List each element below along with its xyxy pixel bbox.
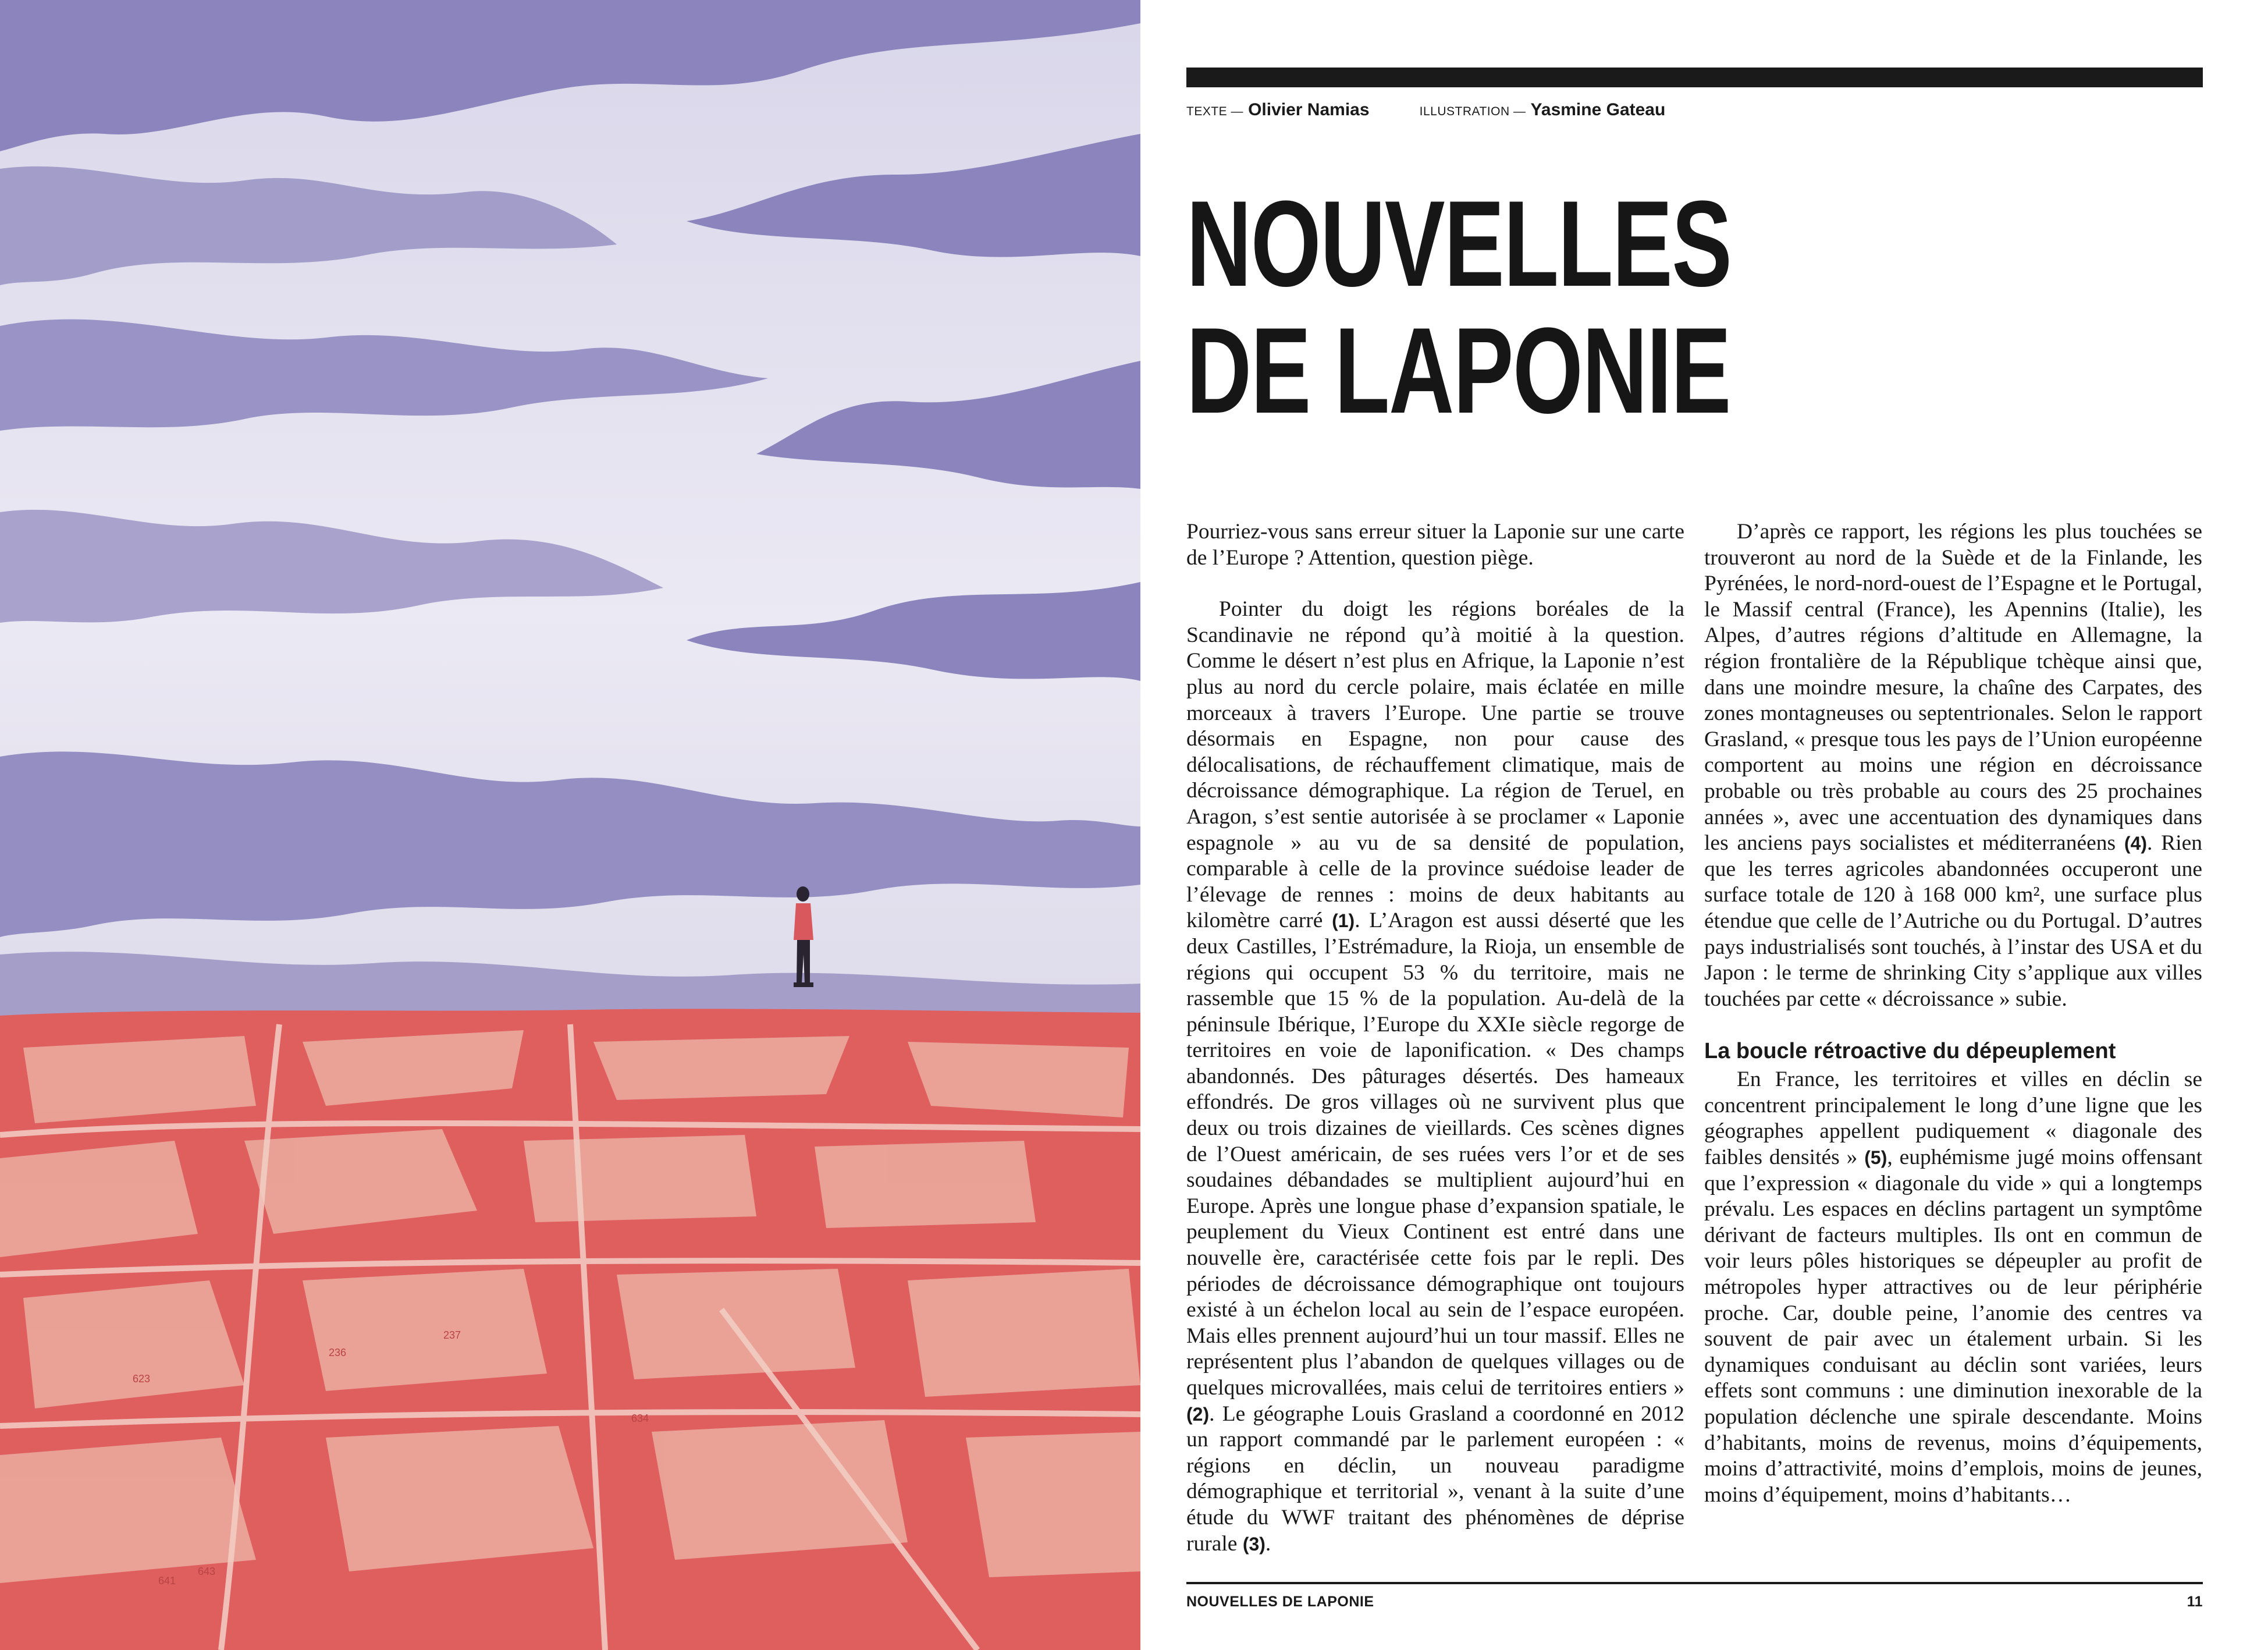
field	[908, 1269, 1140, 1397]
parcel-number: 641	[158, 1575, 176, 1587]
title-line: NOUVELLES	[1186, 175, 1732, 312]
footnote-ref: (3)	[1242, 1533, 1265, 1555]
parcel-number: 623	[133, 1373, 151, 1385]
footnote-ref: (2)	[1186, 1403, 1210, 1425]
article-page	[1140, 0, 2268, 1650]
parcel-number: 634	[631, 1413, 649, 1424]
field	[593, 1036, 849, 1100]
field	[524, 1135, 756, 1222]
top-rule	[1186, 68, 2203, 87]
article-title	[1186, 175, 1732, 439]
body-column-2	[1704, 519, 2202, 1508]
field	[303, 1269, 547, 1391]
footnote-ref: (4)	[2124, 833, 2148, 854]
field	[815, 1141, 1036, 1228]
body-column-1	[1186, 519, 1684, 1557]
field	[652, 1420, 908, 1560]
illustration-author: Yasmine Gateau	[1530, 100, 1666, 119]
title-line: DE LAPONIE	[1186, 302, 1730, 439]
parcel-number: 236	[329, 1347, 347, 1358]
body-paragraph: Pointer du doigt les régions boréales de la Scandinavie ne répond qu’à moitié à la question. Comme le désert n’est plus en Afrique, la Laponie n’est plus au nord du cercle polaire, mais éclatée en mille morceaux à travers l’Europe. Une partie se trouve désormais en Espagne, non pour cause des délocalisations, de réchauffement climatique, mais de décroissance démographique. La région de Teruel, en Aragon, s’est sentie autorisée à se proclamer « Laponie espagnole » au vu de sa densité de population, comparable à celle de la province suédoise leader de l’élevage de rennes : moins de deux habitants au kilomètre carré (1). L’Aragon est aussi déserté que les deux Castilles, l’Estrémadure, la Rioja, un ensemble de régions qui occupent 53 % du territoire, mais ne rassemble que 15 % de la population. Au-delà de la péninsule Ibérique, l’Europe du XXIe siècle regorge de territoires en voie de laponification. « Des champs abandonnés. Des pâturages désertés. Des hameaux effondrés. De gros villages où ne survivent plus que deux ou trois dizaines de vieillards. Ces scènes dignes de l’Ouest américain, de ses ruées vers l’or et de ses soudaines débandades se multiplient aujourd’hui en Europe. Après une longue phase d’expansion spatiale, le peuplement du Vieux Continent est entré dans une nouvelle ère, caractérisée cette fois par le repli. Des périodes de décroissance démographique ont toujours existé à un échelon local au sein de l’espace européen. Mais elles prennent aujourd’hui un tour massif. Elles ne représentent plus l’abandon de quelques villages ou de quelques microvallées, mais celui de territoires entiers » (2). Le géographe Louis Grasland a coordonné en 2012 un rapport commandé par le parlement européen : « régions en déclin, un nouveau paradigme démographique et territorial », venant à la suite d’une étude du WWF traitant des phénomènes de déprise rurale (3).	[1186, 597, 1684, 1556]
running-title: NOUVELLES DE LAPONIE	[1186, 1594, 1374, 1610]
footnote-ref: (1)	[1332, 910, 1355, 932]
field	[966, 1432, 1140, 1577]
ground	[0, 1009, 1140, 1650]
footnote-ref: (5)	[1864, 1147, 1887, 1169]
field	[908, 1042, 1129, 1117]
body-paragraph: En France, les territoires et villes en déclin se concentrent principalement le long d’une ligne que les géographes appellent pudiquement « diagonale des faibles densités » (5), euphémisme jugé moins offensant que l’expression « diagonale du vide » qui a longtemps prévalu. Les espaces en déclins partagent un symptôme dérivant de facteurs multiples. Ils ont en commun de voir leurs pôles historiques se dépeupler au profit de métropoles hyper attractives ou de leur périphérie proche. Car, double peine, l’anomie des centres va souvent de pair avec un étalement urbain. Si les dynamiques conduisant au déclin sont variées, leurs effets sont communs : une diminution inexorable de la population déclenche une spirale descendante. Moins d’habitants, moins de revenus, moins d’équipements, moins d’attractivité, moins d’emplois, moins de jeunes, moins d’équipement, moins d’habitants…	[1704, 1067, 2202, 1507]
section-subhead: La boucle rétroactive du dépeuplement	[1704, 1039, 2116, 1064]
credits	[1186, 100, 1665, 120]
parcel-number: 237	[443, 1329, 461, 1341]
parcel-number: 643	[198, 1566, 216, 1577]
bottom-rule	[1186, 1582, 2203, 1584]
field	[0, 1438, 256, 1583]
field	[326, 1426, 593, 1571]
text-author: Olivier Namias	[1248, 100, 1370, 119]
text-credit-label: TEXTE —	[1186, 105, 1244, 118]
illustration-credit-label: ILLUSTRATION —	[1419, 105, 1526, 118]
body-paragraph: D’après ce rapport, les régions les plus touchées se trouveront au nord de la Suède et de la Finlande, les Pyrénées, le nord-nord-ouest de l’Espagne et le Portugal, le Massif central (France), les Apennins (Italie), les Alpes, d’autres régions d’altitude en Allemagne, la région frontalière de la République tchèque ainsi que, dans une moindre mesure, la chaîne des Carpates, des zones montagneuses ou septentrionales. Selon le rapport Grasland, « presque tous les pays de l’Union européenne comportent au moins une région en décroissance probable ou très probable au cours des 25 prochaines années », avec une accentuation des dynamiques dans les anciens pays socialistes et méditerranéens (4). Rien que les terres agricoles abandonnées occuperont une surface totale de 120 à 168 000 km², une surface plus étendue que celle de l’Autriche ou du Portugal. D’autres pays industrialisés sont touchés, à l’instar des USA et du Japon : le terme de shrinking City s’applique aux villes touchées par cette « décroissance » subie.	[1704, 520, 2203, 1011]
page-number: 11	[2187, 1594, 2203, 1610]
intro-paragraph: Pourriez-vous sans erreur situer la Laponie sur une carte de l’Europe ? Attention, question piège.	[1186, 520, 1684, 570]
